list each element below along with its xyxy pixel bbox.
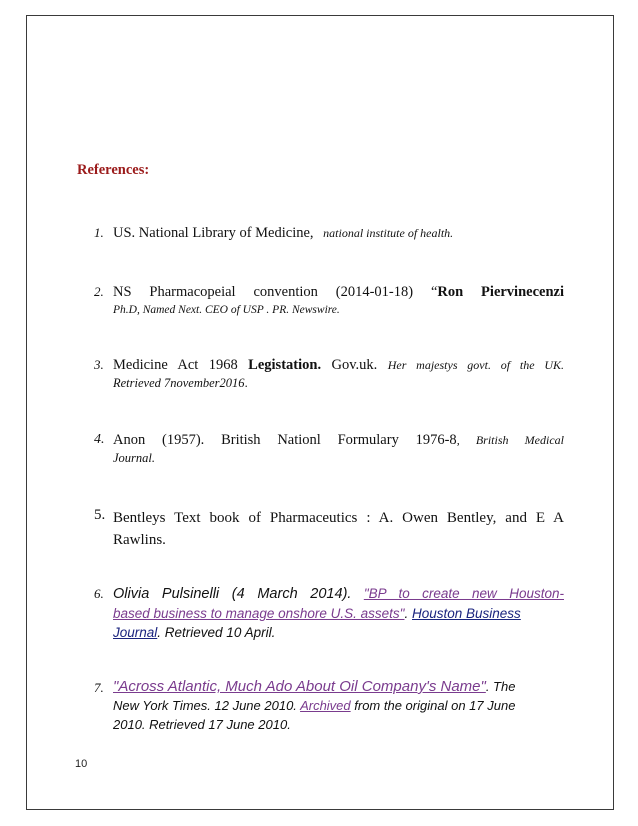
ref-number: 6. [94, 586, 104, 601]
reference-2 [94, 282, 564, 319]
ref-retrieved: 2010. Retrieved 17 June 2010 [113, 717, 288, 732]
ref-number: 3. [94, 357, 104, 372]
ref-line [113, 355, 564, 375]
ref-text: A. Owen Bentley, and E A [378, 510, 564, 526]
reference-6 [94, 584, 564, 642]
ref-subline: Ph.D, Named Next. CEO of USP . PR. Newswire. [113, 304, 340, 316]
ref-bold: Legistation. [248, 357, 322, 373]
journal-link[interactable]: Journal [113, 625, 158, 640]
ref-number: 5. [94, 507, 106, 523]
ref-line [113, 507, 564, 529]
ref-line [113, 696, 564, 715]
ref-number: 7. [94, 680, 104, 695]
ref-author: Ron Piervinecenzi [437, 284, 564, 300]
ref-period: . [244, 376, 248, 390]
references-heading: References: [77, 162, 150, 178]
reference-5 [94, 507, 564, 551]
ref-line [113, 430, 564, 450]
reference-3 [94, 355, 564, 392]
ref-text: Medicine Act 1968 [113, 357, 238, 373]
ref-number: 4. [94, 432, 105, 447]
ref-text: US. National Library of Medicine, [113, 225, 314, 241]
ref-text: NS Pharmacopeial convention (2014-01-18) “ [113, 284, 438, 300]
ref-retrieved: Retrieved 7november2016 [113, 376, 245, 390]
ref-line [113, 715, 564, 734]
ref-number: 2. [94, 284, 104, 299]
article-link[interactable]: "BP to create new Houston- [363, 586, 564, 601]
ref-text: from the original on 17 June [354, 698, 516, 713]
ref-subline: Journal. [113, 451, 156, 465]
article-link[interactable]: "Across Atlantic, Much Ado About Oil Company's Name" [113, 678, 486, 695]
ref-period: . [404, 606, 409, 621]
archived-link[interactable]: Archived [300, 698, 351, 713]
ref-text: Anon (1957). British Nationl Formulary 1976-8 [113, 432, 457, 448]
ref-text: Olivia Pulsinelli (4 March 2014). [113, 586, 352, 602]
reference-1 [94, 223, 564, 243]
reference-4 [94, 430, 564, 467]
ref-text-italic: , British Medical [456, 433, 564, 447]
page-number: 10 [75, 758, 88, 770]
ref-text: . The [485, 679, 516, 694]
ref-text-italic: national institute of health. [323, 226, 454, 240]
ref-text-italic: Her majestys govt. of the UK. [387, 358, 564, 372]
reference-7 [94, 677, 564, 734]
ref-line [113, 584, 564, 604]
ref-text: Bentleys Text book of Pharmaceutics : [113, 510, 371, 526]
journal-link[interactable]: Houston Business [412, 606, 521, 621]
ref-period: . [287, 717, 291, 732]
ref-line [113, 677, 564, 696]
ref-line [113, 623, 564, 642]
ref-number: 1. [94, 225, 104, 240]
article-link[interactable]: based business to manage onshore U.S. assets" [113, 606, 405, 621]
ref-line [113, 604, 564, 623]
ref-subline [113, 375, 564, 392]
ref-text: New York Times. 12 June 2010. [113, 698, 297, 713]
ref-line [113, 282, 564, 302]
ref-text: Gov.uk. [331, 357, 378, 373]
ref-retrieved: . Retrieved 10 April. [157, 625, 276, 640]
ref-subline: Rawlins. [113, 532, 166, 548]
